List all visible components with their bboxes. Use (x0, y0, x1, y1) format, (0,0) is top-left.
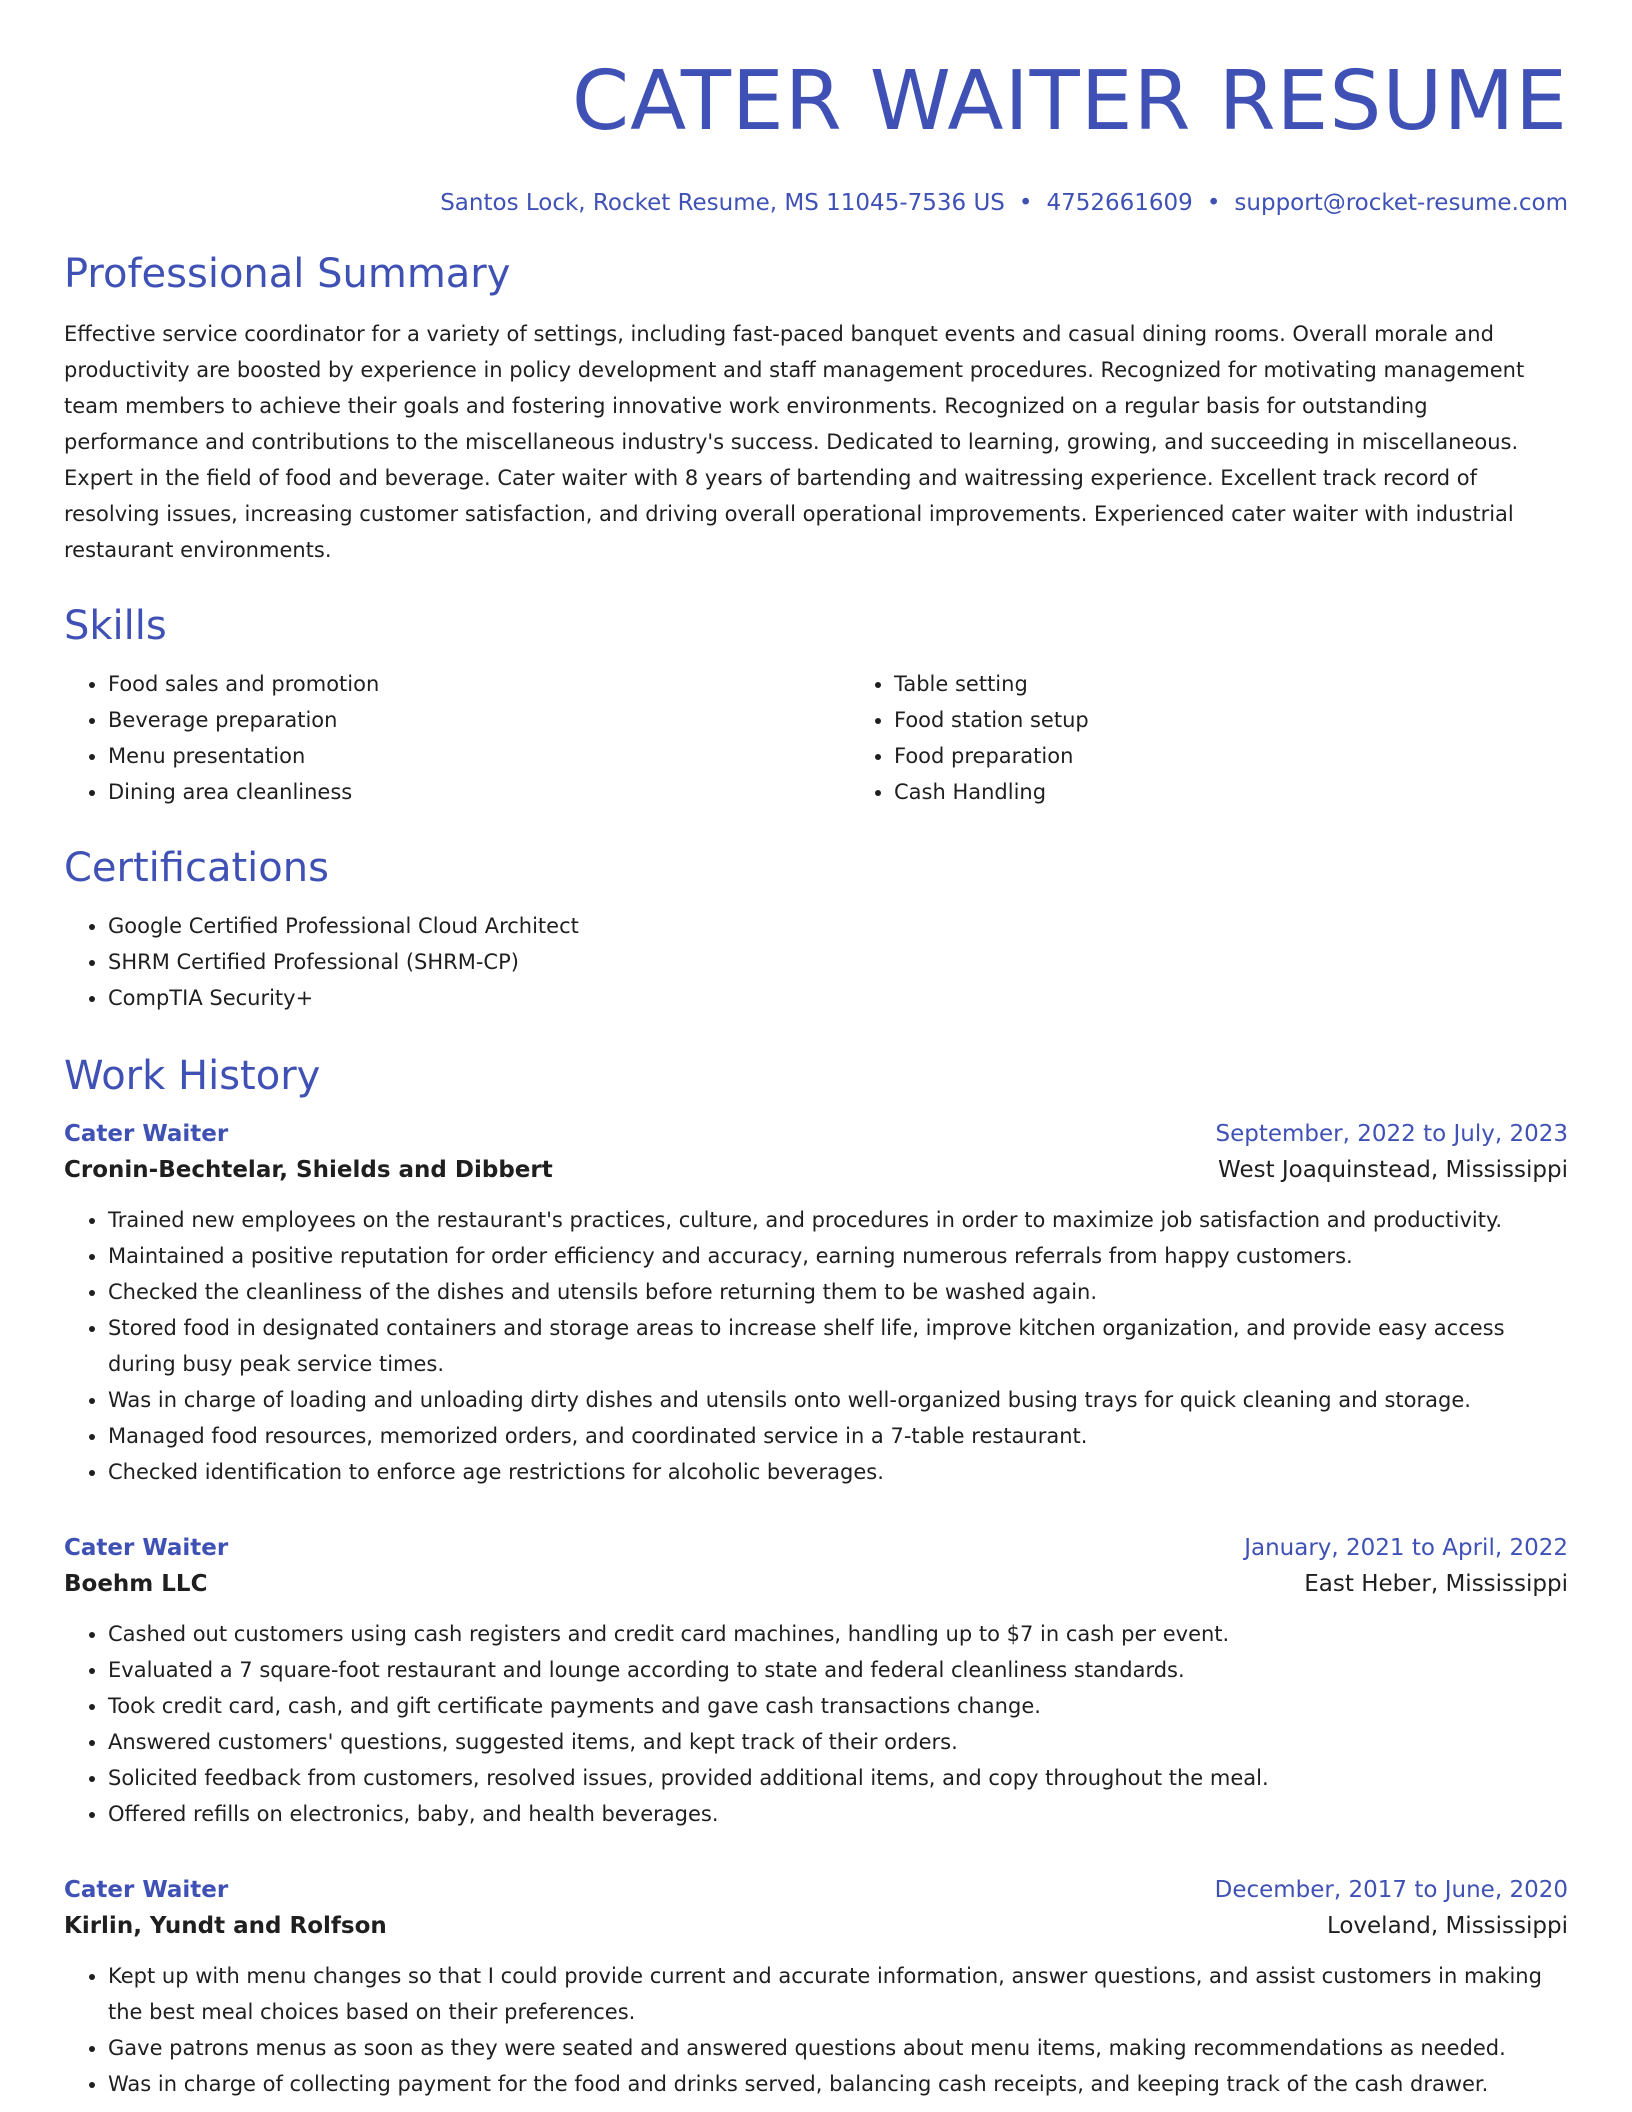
job-bullets (64, 1616, 1568, 1832)
job-header-row (64, 1530, 1568, 1566)
job-company: Cronin-Bechtelar, Shields and Dibbert (64, 1157, 553, 1183)
contact-line (64, 188, 1568, 218)
skill-item: • Food preparation (894, 738, 1568, 774)
resume-title: CATER WAITER RESUME (571, 54, 1568, 149)
summary-text: Effective service coordinator for a variety of settings, including fast-paced banquet events and casual dining rooms. Overall morale and productivity are boosted by experience in policy development and staff management procedures. Recognized for motivating management team members to achieve their goals and fostering innovative work environments. Recognized on a regular basis for outstanding performance and contributions to the miscellaneous industry's success. Dedicated to learning, growing, and succeeding in miscellaneous. Expert in the field of food and beverage. Cater waiter with 8 years of bartending and waitressing experience. Excellent track record of resolving issues, increasing customer satisfaction, and driving overall operational improvements. Experienced cater waiter with industrial restaurant environments. (64, 322, 1525, 562)
job-location: East Heber, Mississippi (1304, 1571, 1568, 1597)
job-bullet: • Checked identification to enforce age restrictions for alcoholic beverages. (108, 1454, 1568, 1490)
job-dates: January, 2021 to April, 2022 (1244, 1535, 1568, 1561)
job-bullet: • Maintained a positive reputation for order efficiency and accuracy, earning numerous referrals from happy customers. (108, 1238, 1568, 1274)
job-bullet: • Gave patrons menus as soon as they were seated and answered questions about menu items, making recommendations as needed. (108, 2030, 1568, 2066)
skill-item: • Food sales and promotion (108, 666, 850, 702)
job-header-row (64, 1872, 1568, 1908)
job-bullet: • Cashed out customers using cash registers and credit card machines, handling up to $7 in cash per event. (108, 1616, 1568, 1652)
job-header-row (64, 1116, 1568, 1152)
job-bullet: • Managed food resources, memorized orders, and coordinated service in a 7-table restaurant. (108, 1418, 1568, 1454)
contact-email: support@rocket-resume.com (1234, 190, 1568, 216)
contact-separator: • (1018, 190, 1033, 216)
job-bullet: • Stored food in designated containers and storage areas to increase shelf life, improve kitchen organization, and provide easy access during busy peak service times. (108, 1310, 1568, 1382)
job-bullet: • Offered refills on electronics, baby, and health beverages. (108, 1796, 1568, 1832)
job-bullet: • Was in charge of loading and unloading dirty dishes and utensils onto well-organized busing trays for quick cleaning and storage. (108, 1382, 1568, 1418)
job-bullet: • Evaluated a 7 square-foot restaurant and lounge according to state and federal cleanliness standards. (108, 1652, 1568, 1688)
skill-item: • Cash Handling (894, 774, 1568, 810)
skill-item: • Menu presentation (108, 738, 850, 774)
certifications-heading: Certifications (64, 845, 329, 891)
job-entry (64, 1872, 1568, 2102)
skill-item: • Food station setup (894, 702, 1568, 738)
job-bullet: • Checked the cleanliness of the dishes and utensils before returning them to be washed again. (108, 1274, 1568, 1310)
job-company: Boehm LLC (64, 1571, 208, 1597)
contact-separator: • (1206, 190, 1221, 216)
skills-list (64, 666, 1568, 810)
skill-item: • Table setting (894, 666, 1568, 702)
summary-heading: Professional Summary (64, 251, 511, 297)
job-company: Kirlin, Yundt and Rolfson (64, 1913, 387, 1939)
skills-column-right (850, 666, 1568, 810)
skills-heading: Skills (64, 603, 167, 649)
job-bullet: • Was in charge of collecting payment for the food and drinks served, balancing cash receipts, and keeping track of the cash drawer. (108, 2066, 1568, 2102)
job-dates: September, 2022 to July, 2023 (1215, 1121, 1568, 1147)
certification-item: • SHRM Certified Professional (SHRM-CP) (108, 944, 1568, 980)
job-bullets (64, 1202, 1568, 1490)
certification-item: • CompTIA Security+ (108, 980, 1568, 1016)
job-role: Cater Waiter (64, 1877, 229, 1903)
skill-item: • Dining area cleanliness (108, 774, 850, 810)
job-bullet: • Kept up with menu changes so that I could provide current and accurate information, answer questions, and assist customers in making the best meal choices based on their preferences. (108, 1958, 1568, 2030)
job-company-row (64, 1152, 1568, 1188)
job-bullet: • Took credit card, cash, and gift certificate payments and gave cash transactions change. (108, 1688, 1568, 1724)
job-company-row (64, 1566, 1568, 1602)
job-entry (64, 1530, 1568, 1832)
job-company-row (64, 1908, 1568, 1944)
certification-item: • Google Certified Professional Cloud Architect (108, 908, 1568, 944)
skills-column-left (64, 666, 850, 810)
skill-item: • Beverage preparation (108, 702, 850, 738)
job-location: Loveland, Mississippi (1326, 1913, 1568, 1939)
job-location: West Joaquinstead, Mississippi (1218, 1157, 1568, 1183)
job-bullets (64, 1958, 1568, 2102)
job-bullet: • Solicited feedback from customers, resolved issues, provided additional items, and copy throughout the meal. (108, 1760, 1568, 1796)
contact-address: Santos Lock, Rocket Resume, MS 11045-7536 US (440, 190, 1005, 216)
work-history-heading: Work History (64, 1053, 321, 1099)
job-role: Cater Waiter (64, 1535, 229, 1561)
certifications-list (64, 908, 1568, 1016)
job-role: Cater Waiter (64, 1121, 229, 1147)
job-dates: December, 2017 to June, 2020 (1214, 1877, 1568, 1903)
job-bullet: • Trained new employees on the restaurant's practices, culture, and procedures in order to maximize job satisfaction and productivity. (108, 1202, 1568, 1238)
job-entry (64, 1116, 1568, 1490)
contact-phone: 4752661609 (1046, 190, 1193, 216)
job-bullet: • Answered customers' questions, suggested items, and kept track of their orders. (108, 1724, 1568, 1760)
